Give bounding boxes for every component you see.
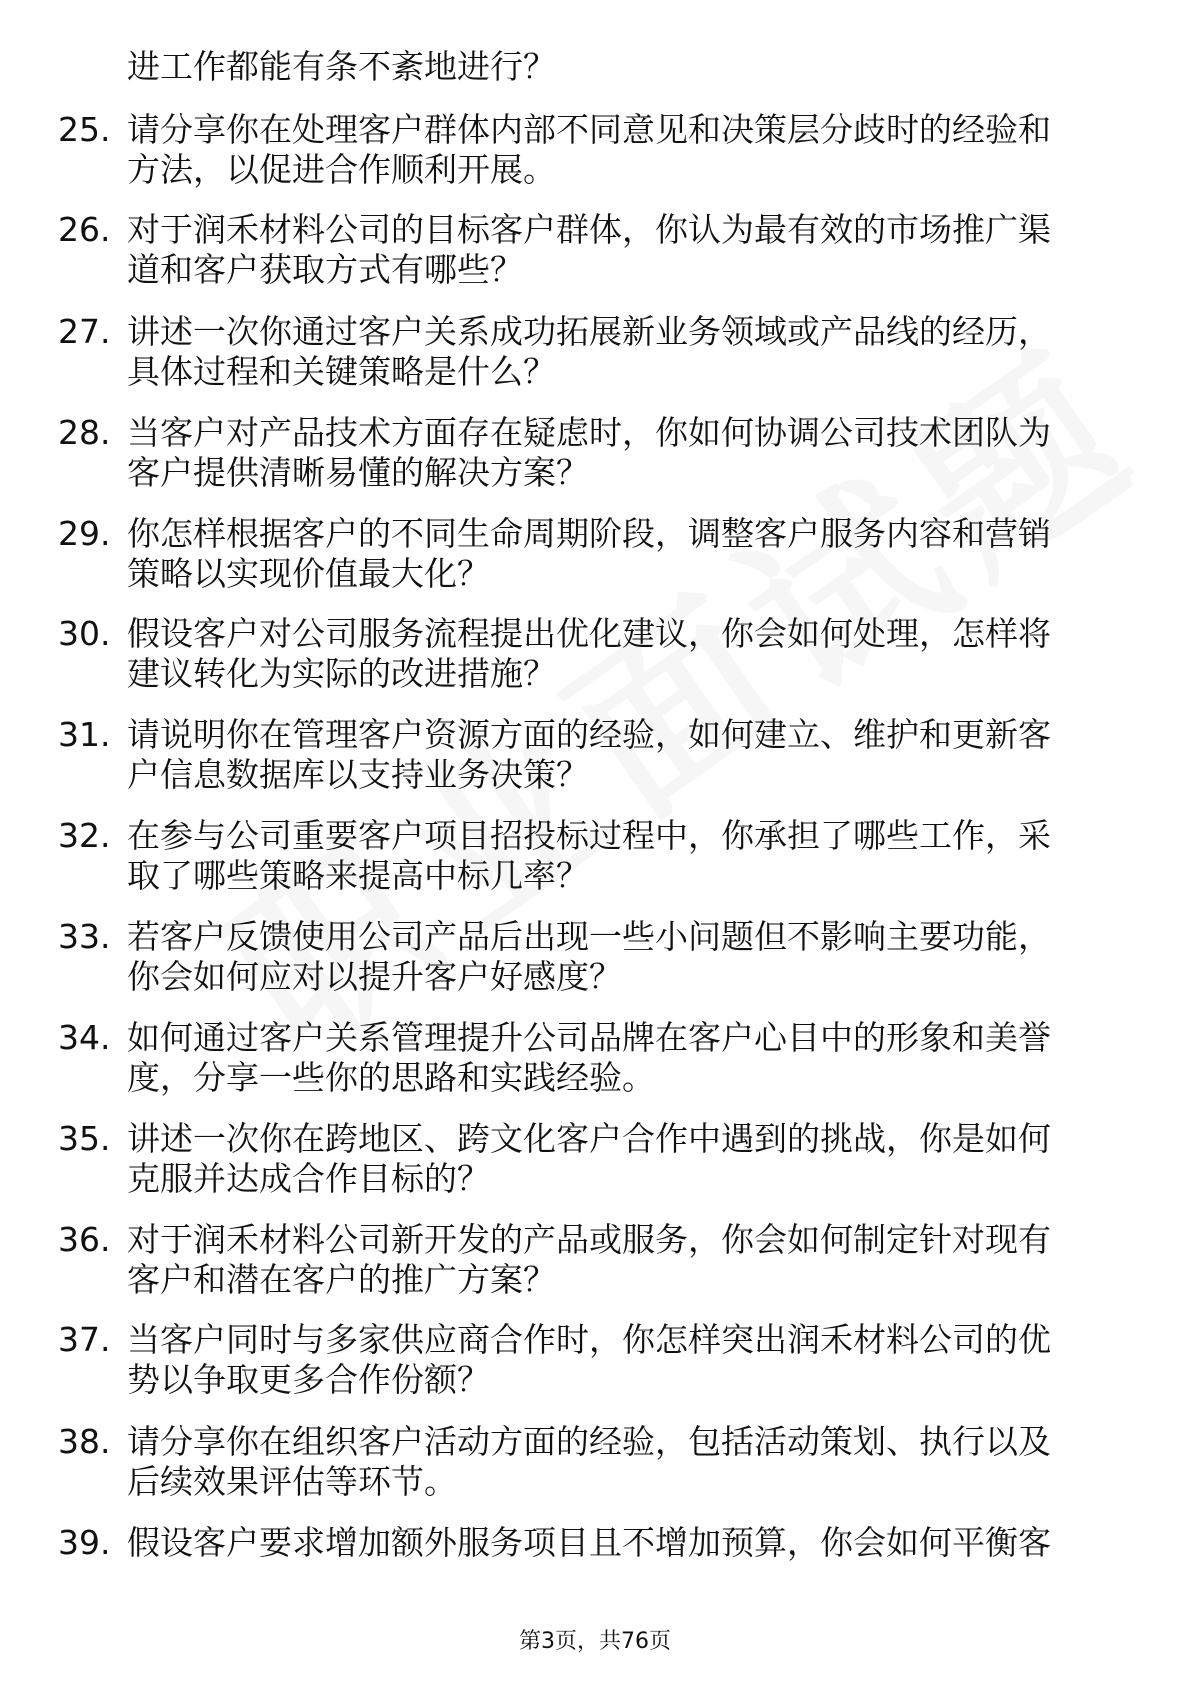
question-number: 34. — [58, 1018, 111, 1057]
continuation-text: 进工作都能有条不紊地进行？ — [127, 47, 556, 86]
question-number: 32. — [58, 816, 111, 855]
question-text: 度，分享一些你的思路和实践经验。 — [127, 1058, 655, 1097]
question-number: 35. — [58, 1119, 111, 1158]
question-text: 对于润禾材料公司的目标客户群体，你认为最有效的市场推广渠 — [127, 210, 1051, 249]
question-text: 方法，以促进合作顺利开展。 — [127, 150, 556, 189]
question-text: 请分享你在处理客户群体内部不同意见和决策层分歧时的经验和 — [127, 110, 1051, 149]
question-text: 如何通过客户关系管理提升公司品牌在客户心目中的形象和美誉 — [127, 1018, 1051, 1057]
question-text: 请说明你在管理客户资源方面的经验，如何建立、维护和更新客 — [127, 715, 1051, 754]
question-number: 27. — [58, 312, 111, 351]
question-text: 势以争取更多合作份额？ — [127, 1360, 490, 1399]
question-text: 户信息数据库以支持业务决策？ — [127, 755, 589, 794]
question-number: 28. — [58, 413, 111, 452]
question-text: 客户和潜在客户的推广方案？ — [127, 1260, 556, 1299]
question-number: 30. — [58, 614, 111, 653]
question-number: 37. — [58, 1320, 111, 1359]
question-number: 25. — [58, 110, 111, 149]
question-number: 33. — [58, 917, 111, 956]
question-text: 客户提供清晰易懂的解决方案？ — [127, 453, 589, 492]
question-text: 当客户同时与多家供应商合作时，你怎样突出润禾材料公司的优 — [127, 1320, 1051, 1359]
question-text: 具体过程和关键策略是什么？ — [127, 352, 556, 391]
question-text: 取了哪些策略来提高中标几率？ — [127, 856, 589, 895]
question-text: 若客户反馈使用公司产品后出现一些小问题但不影响主要功能， — [127, 917, 1051, 956]
page-footer: 第3页，共76页 — [519, 1629, 671, 1654]
question-text: 后续效果评估等环节。 — [127, 1462, 457, 1501]
question-text: 你怎样根据客户的不同生命周期阶段，调整客户服务内容和营销 — [127, 514, 1051, 553]
question-text: 讲述一次你通过客户关系成功拓展新业务领域或产品线的经历， — [127, 312, 1051, 351]
question-number: 31. — [58, 715, 111, 754]
question-number: 26. — [58, 210, 111, 249]
question-text: 假设客户要求增加额外服务项目且不增加预算，你会如何平衡客 — [127, 1523, 1051, 1562]
question-number: 39. — [58, 1523, 111, 1562]
question-text: 建议转化为实际的改进措施？ — [127, 654, 556, 693]
question-text: 当客户对产品技术方面存在疑虑时，你如何协调公司技术团队为 — [127, 413, 1051, 452]
question-text: 你会如何应对以提升客户好感度？ — [127, 957, 622, 996]
question-text: 道和客户获取方式有哪些？ — [127, 250, 523, 289]
question-number: 29. — [58, 514, 111, 553]
question-text: 对于润禾材料公司新开发的产品或服务，你会如何制定针对现有 — [127, 1220, 1051, 1259]
question-text: 假设客户对公司服务流程提出优化建议，你会如何处理，怎样将 — [127, 614, 1051, 653]
question-number: 38. — [58, 1422, 111, 1461]
question-text: 克服并达成合作目标的？ — [127, 1159, 490, 1198]
question-text: 请分享你在组织客户活动方面的经验，包括活动策划、执行以及 — [127, 1422, 1051, 1461]
question-text: 讲述一次你在跨地区、跨文化客户合作中遇到的挑战，你是如何 — [127, 1119, 1051, 1158]
question-number: 36. — [58, 1220, 111, 1259]
question-text: 策略以实现价值最大化？ — [127, 554, 490, 593]
question-text: 在参与公司重要客户项目招投标过程中，你承担了哪些工作，采 — [127, 816, 1051, 855]
